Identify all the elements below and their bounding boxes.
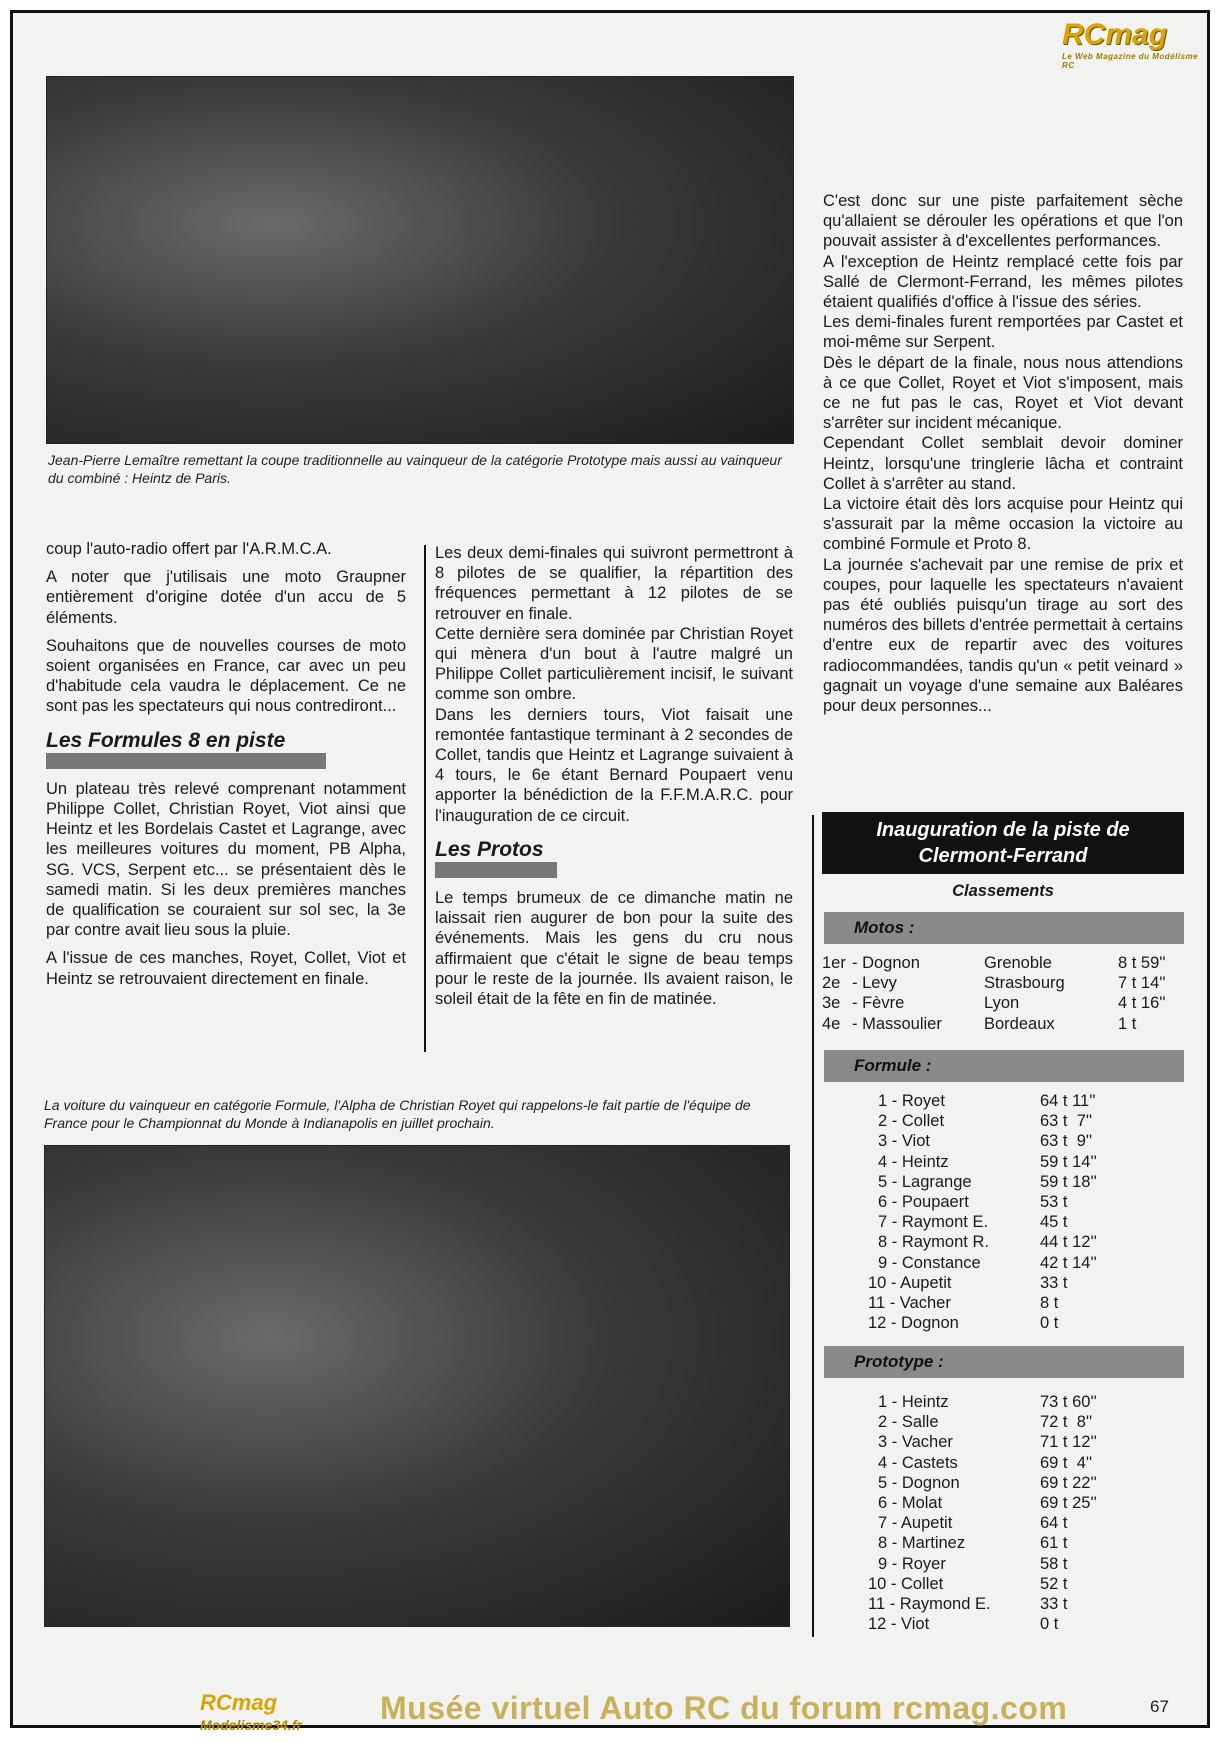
results-divider bbox=[812, 815, 814, 1637]
result-name: - Dognon bbox=[852, 954, 920, 972]
result-row bbox=[822, 1493, 1184, 1513]
result-row bbox=[822, 1313, 1184, 1333]
result-name: - Levy bbox=[852, 974, 897, 993]
result-entry: 3 - Viot bbox=[878, 1132, 930, 1151]
col3-paragraph: A l'exception de Heintz remplacé cette fois par Sallé de Clermont-Ferrand, les mêmes pilotes étaient qualifiés d'office à l'issue des séries. bbox=[823, 252, 1183, 312]
result-entry: 2 - Collet bbox=[878, 1112, 945, 1131]
result-score: 45 t bbox=[1040, 1213, 1068, 1232]
result-row bbox=[822, 1273, 1184, 1293]
col2-paragraph: Dans les derniers tours, Viot faisait une remontée fantastique terminant à 2 secondes de Collet, tandis que Heintz et Lagrange suivaient à 4 tours, le 6e étant Bernard Poupaert venu apporter la bénédiction de la F.F.M.A.R.C. pour l'inauguration de ce circuit. bbox=[435, 705, 793, 825]
result-city: Grenoble bbox=[984, 954, 1052, 972]
col1-paragraph: coup l'auto-radio offert par l'A.R.M.C.A. bbox=[46, 540, 332, 558]
classements-label: Classements bbox=[952, 882, 1054, 900]
result-score: 52 t bbox=[1040, 1574, 1068, 1593]
result-score: 72 t 8'' bbox=[1040, 1413, 1093, 1432]
result-score: 61 t bbox=[1040, 1534, 1068, 1553]
result-row bbox=[822, 1014, 1184, 1034]
motos-results bbox=[822, 953, 1184, 1034]
formule-results bbox=[822, 1091, 1184, 1333]
result-row bbox=[822, 953, 1184, 973]
result-entry: 6 - Poupaert bbox=[878, 1192, 969, 1211]
footer-brand-name: RCmag bbox=[200, 1690, 278, 1715]
result-score: 71 t 12'' bbox=[1040, 1433, 1097, 1452]
result-row bbox=[822, 1554, 1184, 1574]
result-name: - Massoulier bbox=[852, 1014, 942, 1033]
result-rank: 3e bbox=[822, 994, 841, 1013]
result-rank: 1er bbox=[822, 954, 846, 972]
result-name: - Fèvre bbox=[852, 994, 905, 1013]
result-row bbox=[822, 1614, 1184, 1634]
col3-paragraph: Dès le départ de la finale, nous nous attendions à ce que Collet, Royet et Viot s'imposent, mais ce ne fut pas le cas, Royet et Viot devant s'arrêter sur incident mécanique. bbox=[823, 353, 1183, 433]
result-score: 7 t 14'' bbox=[1118, 974, 1166, 993]
category-prototype: Prototype : bbox=[824, 1346, 1184, 1378]
result-score: 8 t 59'' bbox=[1118, 954, 1166, 972]
result-score: 53 t bbox=[1040, 1192, 1068, 1211]
result-city: Bordeaux bbox=[984, 1014, 1055, 1033]
result-score: 59 t 14'' bbox=[1040, 1152, 1097, 1171]
result-row bbox=[822, 993, 1184, 1013]
logo-name: RCmag bbox=[1062, 18, 1168, 51]
result-row bbox=[822, 1131, 1184, 1151]
page-number: 67 bbox=[1150, 1697, 1169, 1716]
result-entry: 5 - Dognon bbox=[878, 1473, 960, 1492]
result-score: 63 t 9'' bbox=[1040, 1132, 1093, 1151]
photo2-caption: La voiture du vainqueur en catégorie Formule, l'Alpha de Christian Royet qui rappelons-le fait partie de l'équipe de France pour le Championnat du Monde à Indianapolis en juillet prochain. bbox=[44, 1097, 751, 1131]
column-2 bbox=[435, 543, 793, 1009]
result-entry: 11 - Raymond E. bbox=[868, 1594, 991, 1613]
result-row bbox=[822, 1232, 1184, 1252]
result-entry: 4 - Heintz bbox=[878, 1152, 949, 1171]
result-rank: 4e bbox=[822, 1014, 841, 1033]
result-row bbox=[822, 1192, 1184, 1212]
result-score: 63 t 7'' bbox=[1040, 1112, 1093, 1131]
result-score: 58 t bbox=[1040, 1554, 1068, 1573]
logo-tagline: Le Web Magazine du Modélisme RC bbox=[1062, 52, 1199, 70]
result-entry: 8 - Martinez bbox=[878, 1534, 966, 1553]
result-entry: 6 - Molat bbox=[878, 1493, 943, 1512]
result-row bbox=[822, 1091, 1184, 1111]
photo1-caption: Jean-Pierre Lemaître remettant la coupe traditionnelle au vainqueur de la catégorie Prototype mais aussi au vainqueur du combiné : Heintz de Paris. bbox=[48, 452, 782, 486]
heading-underline bbox=[46, 753, 326, 769]
result-row bbox=[822, 1574, 1184, 1594]
result-entry: 3 - Vacher bbox=[878, 1433, 953, 1452]
result-row bbox=[822, 1172, 1184, 1192]
result-row bbox=[822, 1513, 1184, 1533]
result-row bbox=[822, 1533, 1184, 1553]
result-score: 42 t 14'' bbox=[1040, 1253, 1097, 1272]
result-entry: 8 - Raymont R. bbox=[878, 1233, 989, 1252]
result-row bbox=[822, 1293, 1184, 1313]
result-entry: 10 - Collet bbox=[868, 1574, 944, 1593]
photo-trophy-ceremony bbox=[46, 76, 794, 444]
rcmag-logo bbox=[1062, 18, 1202, 70]
prototype-results bbox=[822, 1392, 1184, 1634]
result-score: 44 t 12'' bbox=[1040, 1233, 1097, 1252]
col3-paragraph: La victoire était dès lors acquise pour Heintz qui s'assurait par la même occasion la victoire au combiné Formule et Proto 8. bbox=[823, 495, 1183, 554]
category-motos: Motos : bbox=[824, 912, 1184, 944]
result-entry: 7 - Aupetit bbox=[878, 1514, 953, 1533]
result-row bbox=[822, 1212, 1184, 1232]
result-row bbox=[822, 1253, 1184, 1273]
result-entry: 9 - Royer bbox=[878, 1554, 946, 1573]
results-title-line2: Clermont-Ferrand bbox=[918, 845, 1088, 867]
photo-formula-car bbox=[44, 1145, 790, 1627]
result-row bbox=[822, 1412, 1184, 1432]
heading-protos: Les Protos bbox=[435, 837, 544, 861]
col2-paragraph: Les deux demi-finales qui suivront permettront à 8 pilotes de se qualifier, la répartition des fréquences permettant à 12 pilotes de se retrouver en finale. bbox=[435, 544, 793, 623]
col1-paragraph: A l'issue de ces manches, Royet, Collet, Viot et Heintz se retrouvaient directement en finale. bbox=[46, 949, 406, 988]
result-score: 64 t bbox=[1040, 1514, 1068, 1533]
result-entry: 9 - Constance bbox=[878, 1253, 981, 1272]
col2-paragraph: Cette dernière sera dominée par Christian Royet qui mènera d'un bout à l'autre malgré un Philippe Collet particulièrement incisif, le suivant comme son ombre. bbox=[435, 624, 793, 704]
footer-brand-site: Modelisme34.fr bbox=[200, 1717, 302, 1733]
result-score: 69 t 22'' bbox=[1040, 1473, 1097, 1492]
result-entry: 4 - Castets bbox=[878, 1453, 958, 1472]
result-row bbox=[822, 1473, 1184, 1493]
result-score: 69 t 4'' bbox=[1040, 1453, 1093, 1472]
results-title bbox=[822, 812, 1184, 874]
col3-paragraph: C'est donc sur une piste parfaitement sèche qu'allaient se dérouler les opérations et que l'on pouvait assister à d'excellentes performances. bbox=[823, 192, 1183, 251]
col3-paragraph: La journée s'achevait par une remise de prix et coupes, pour laquelle les spectateurs n'avaient pas été oubliés puisqu'un tirage au sort des numéros des billets d'entrée permettait à certains d'entre eux de repartir avec des voitures radiocommandées, tandis qu'un « petit veinard » gagnait un voyage d'une semaine aux Baléares pour deux personnes... bbox=[823, 555, 1183, 716]
column-3 bbox=[823, 191, 1183, 716]
result-score: 8 t bbox=[1040, 1293, 1059, 1312]
result-score: 4 t 16'' bbox=[1118, 994, 1166, 1013]
footer-brand bbox=[200, 1692, 302, 1736]
result-score: 33 t bbox=[1040, 1273, 1068, 1292]
column-divider bbox=[424, 545, 426, 1052]
result-entry: 12 - Dognon bbox=[868, 1314, 959, 1333]
col1-paragraph: Un plateau très relevé comprenant notamment Philippe Collet, Christian Royet, Viot ainsi que Heintz et les Bordelais Castet et Lagrange, avec les meilleures voitures du moment, PB Alpha, SG. VCS, Serpent etc... se présentaient dès le samedi matin. Si les deux premières manches de qualification se couraient sur sol sec, la 3e par contre avait lieu sous la pluie. bbox=[46, 779, 406, 940]
heading-formules: Les Formules 8 en piste bbox=[46, 728, 286, 752]
results-title-line1: Inauguration de la piste de bbox=[876, 819, 1130, 841]
result-rank: 2e bbox=[822, 974, 841, 993]
result-score: 59 t 18'' bbox=[1040, 1172, 1097, 1191]
result-entry: 5 - Lagrange bbox=[878, 1172, 972, 1191]
result-row bbox=[822, 1152, 1184, 1172]
result-row bbox=[822, 973, 1184, 993]
result-score: 69 t 25'' bbox=[1040, 1493, 1097, 1512]
result-row bbox=[822, 1594, 1184, 1614]
col3-paragraph: Cependant Collet semblait devoir dominer Heintz, lorsqu'une tringlerie lâcha et contraint Collet à s'arrêter au stand. bbox=[823, 434, 1183, 493]
result-score: 33 t bbox=[1040, 1594, 1068, 1613]
result-score: 64 t 11'' bbox=[1040, 1092, 1096, 1110]
result-row bbox=[822, 1453, 1184, 1473]
heading-underline bbox=[435, 862, 557, 878]
result-row bbox=[822, 1111, 1184, 1131]
result-row bbox=[822, 1392, 1184, 1412]
result-score: 1 t bbox=[1118, 1014, 1137, 1033]
footer-banner: Musée virtuel Auto RC du forum rcmag.com bbox=[380, 1690, 1068, 1726]
result-entry: 1 - Royet bbox=[878, 1092, 945, 1110]
col2-paragraph: Le temps brumeux de ce dimanche matin ne laissait rien augurer de bon pour la suite des événements. Mais les gens du cru nous affirmaient que c'était le signe de beau temps pour le reste de la journée. Ils avaient raison, le soleil était de la fête en fin de matinée. bbox=[435, 889, 793, 1009]
column-1 bbox=[46, 539, 406, 989]
result-entry: 10 - Aupetit bbox=[868, 1273, 952, 1292]
result-entry: 12 - Viot bbox=[868, 1615, 930, 1634]
result-entry: 1 - Heintz bbox=[878, 1393, 949, 1411]
result-city: Strasbourg bbox=[984, 974, 1065, 993]
category-formule: Formule : bbox=[824, 1050, 1184, 1082]
col3-paragraph: Les demi-finales furent remportées par Castet et moi-même sur Serpent. bbox=[823, 313, 1183, 352]
col1-paragraph: A noter que j'utilisais une moto Graupner entièrement d'origine dotée d'un accu de 5 éléments. bbox=[46, 568, 406, 627]
col1-paragraph: Souhaitons que de nouvelles courses de moto soient organisées en France, car avec un peu d'habitude cela vaudra le déplacement. Ce ne sont pas les spectateurs qui nous contrediront... bbox=[46, 636, 406, 716]
result-city: Lyon bbox=[984, 994, 1020, 1013]
result-score: 73 t 60'' bbox=[1040, 1393, 1097, 1411]
result-score: 0 t bbox=[1040, 1615, 1059, 1634]
result-row bbox=[822, 1432, 1184, 1452]
result-score: 0 t bbox=[1040, 1314, 1059, 1333]
result-entry: 2 - Salle bbox=[878, 1413, 939, 1432]
result-entry: 11 - Vacher bbox=[868, 1293, 951, 1312]
result-entry: 7 - Raymont E. bbox=[878, 1213, 989, 1232]
